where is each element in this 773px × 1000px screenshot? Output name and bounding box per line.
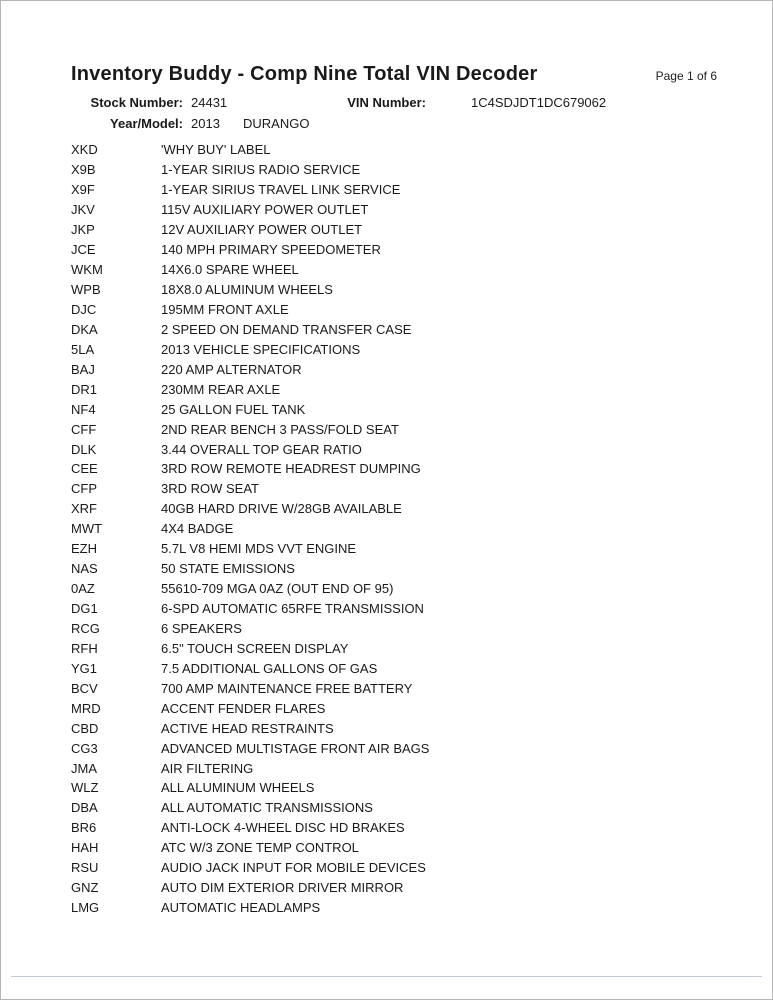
- option-row: [71, 359, 732, 379]
- title-row: [71, 63, 717, 86]
- option-description: 700 AMP MAINTENANCE FREE BATTERY: [161, 680, 413, 696]
- option-code: NF4: [71, 401, 96, 417]
- option-description: ALL ALUMINUM WHEELS: [161, 780, 315, 796]
- option-row: [71, 798, 732, 818]
- option-code: CEE: [71, 461, 98, 477]
- option-row: [71, 140, 732, 160]
- option-row: [71, 180, 732, 200]
- option-code-list: [71, 140, 732, 918]
- vin-number-label: VIN Number:: [347, 95, 426, 110]
- stock-number-label: Stock Number:: [90, 95, 183, 110]
- option-row: [71, 240, 732, 260]
- option-code: XKD: [71, 142, 98, 158]
- page-title: Inventory Buddy - Comp Nine Total VIN Decoder: [71, 63, 538, 85]
- option-row: [71, 339, 732, 359]
- option-code: WKM: [71, 262, 103, 278]
- year-value: 2013: [191, 116, 220, 131]
- option-code: DJC: [71, 301, 97, 317]
- option-code: DBA: [71, 800, 98, 816]
- option-row: [71, 878, 732, 898]
- option-description: AIR FILTERING: [161, 760, 254, 776]
- option-code: DR1: [71, 381, 98, 397]
- stock-number-value: 24431: [191, 95, 228, 110]
- option-row: [71, 898, 732, 918]
- option-description: 50 STATE EMISSIONS: [161, 561, 295, 577]
- option-description: 55610-709 MGA 0AZ (OUT END OF 95): [161, 581, 394, 597]
- option-code: DKA: [71, 321, 98, 337]
- option-row: [71, 200, 732, 220]
- vehicle-meta: [1, 95, 772, 137]
- option-row: [71, 579, 732, 599]
- option-code: BCV: [71, 680, 98, 696]
- option-code: XRF: [71, 501, 97, 517]
- option-code: NAS: [71, 561, 98, 577]
- option-row: [71, 280, 732, 300]
- option-row: [71, 858, 732, 878]
- option-description: 'WHY BUY' LABEL: [161, 142, 271, 158]
- option-row: [71, 300, 732, 320]
- option-row: [71, 519, 732, 539]
- page-number: Page 1 of 6: [655, 69, 717, 83]
- option-row: [71, 818, 732, 838]
- option-row: [71, 379, 732, 399]
- option-row: [71, 459, 732, 479]
- option-description: AUTO DIM EXTERIOR DRIVER MIRROR: [161, 880, 404, 896]
- scan-artifact-line: [11, 976, 762, 977]
- option-row: [71, 260, 732, 280]
- vin-number-value: 1C4SDJDT1DC679062: [471, 95, 607, 110]
- option-row: [71, 559, 732, 579]
- model-value: DURANGO: [243, 116, 310, 131]
- option-row: [71, 599, 732, 619]
- option-description: 40GB HARD DRIVE W/28GB AVAILABLE: [161, 501, 402, 517]
- option-description: ACTIVE HEAD RESTRAINTS: [161, 720, 334, 736]
- option-code: DG1: [71, 601, 98, 617]
- option-code: DLK: [71, 441, 97, 457]
- option-row: [71, 220, 732, 240]
- option-description: ACCENT FENDER FLARES: [161, 700, 326, 716]
- option-description: 25 GALLON FUEL TANK: [161, 401, 306, 417]
- option-code: 0AZ: [71, 581, 95, 597]
- option-code: WLZ: [71, 780, 99, 796]
- option-code: MRD: [71, 700, 101, 716]
- option-code: LMG: [71, 900, 100, 916]
- option-row: [71, 778, 732, 798]
- option-description: 2013 VEHICLE SPECIFICATIONS: [161, 341, 361, 357]
- option-code: HAH: [71, 840, 99, 856]
- option-row: [71, 319, 732, 339]
- option-code: CG3: [71, 740, 98, 756]
- option-code: 5LA: [71, 341, 95, 357]
- option-description: 6-SPD AUTOMATIC 65RFE TRANSMISSION: [161, 601, 424, 617]
- option-code: CFF: [71, 421, 97, 437]
- option-description: ADVANCED MULTISTAGE FRONT AIR BAGS: [161, 740, 430, 756]
- option-code: JKV: [71, 202, 95, 218]
- meta-line-1: [1, 95, 772, 116]
- option-description: 4X4 BADGE: [161, 521, 234, 537]
- option-code: JMA: [71, 760, 97, 776]
- option-row: [71, 439, 732, 459]
- option-row: [71, 738, 732, 758]
- option-code: BR6: [71, 820, 97, 836]
- option-description: 140 MPH PRIMARY SPEEDOMETER: [161, 242, 381, 258]
- option-row: [71, 698, 732, 718]
- option-description: ATC W/3 ZONE TEMP CONTROL: [161, 840, 359, 856]
- option-row: [71, 160, 732, 180]
- option-code: YG1: [71, 660, 98, 676]
- option-code: X9F: [71, 182, 95, 198]
- option-description: 3.44 OVERALL TOP GEAR RATIO: [161, 441, 362, 457]
- option-description: AUTOMATIC HEADLAMPS: [161, 900, 321, 916]
- option-code: X9B: [71, 162, 96, 178]
- option-row: [71, 838, 732, 858]
- option-code: BAJ: [71, 361, 95, 377]
- option-description: 115V AUXILIARY POWER OUTLET: [161, 202, 369, 218]
- option-description: AUDIO JACK INPUT FOR MOBILE DEVICES: [161, 860, 426, 876]
- option-code: RSU: [71, 860, 99, 876]
- option-row: [71, 718, 732, 738]
- option-row: [71, 499, 732, 519]
- option-row: [71, 758, 732, 778]
- option-description: 1-YEAR SIRIUS TRAVEL LINK SERVICE: [161, 182, 401, 198]
- option-code: CBD: [71, 720, 99, 736]
- option-description: 5.7L V8 HEMI MDS VVT ENGINE: [161, 541, 357, 557]
- option-description: 1-YEAR SIRIUS RADIO SERVICE: [161, 162, 361, 178]
- option-description: 6 SPEAKERS: [161, 620, 242, 636]
- option-description: 6.5" TOUCH SCREEN DISPLAY: [161, 640, 349, 656]
- meta-line-2: [1, 116, 772, 137]
- option-description: 2 SPEED ON DEMAND TRANSFER CASE: [161, 321, 412, 337]
- year-model-label: Year/Model:: [110, 116, 183, 131]
- option-description: 18X8.0 ALUMINUM WHEELS: [161, 282, 333, 298]
- option-description: 12V AUXILIARY POWER OUTLET: [161, 222, 363, 238]
- option-row: [71, 399, 732, 419]
- option-row: [71, 638, 732, 658]
- option-row: [71, 479, 732, 499]
- option-description: 195MM FRONT AXLE: [161, 301, 289, 317]
- option-code: WPB: [71, 282, 101, 298]
- option-code: RCG: [71, 620, 100, 636]
- option-row: [71, 678, 732, 698]
- option-description: 2ND REAR BENCH 3 PASS/FOLD SEAT: [161, 421, 399, 437]
- option-code: EZH: [71, 541, 97, 557]
- option-row: [71, 539, 732, 559]
- option-row: [71, 658, 732, 678]
- option-description: 14X6.0 SPARE WHEEL: [161, 262, 299, 278]
- option-description: ANTI-LOCK 4-WHEEL DISC HD BRAKES: [161, 820, 405, 836]
- option-code: JKP: [71, 222, 95, 238]
- option-description: ALL AUTOMATIC TRANSMISSIONS: [161, 800, 373, 816]
- option-description: 7.5 ADDITIONAL GALLONS OF GAS: [161, 660, 378, 676]
- option-description: 3RD ROW REMOTE HEADREST DUMPING: [161, 461, 421, 477]
- option-description: 3RD ROW SEAT: [161, 481, 259, 497]
- option-code: JCE: [71, 242, 96, 258]
- option-code: GNZ: [71, 880, 99, 896]
- option-code: MWT: [71, 521, 103, 537]
- option-code: RFH: [71, 640, 98, 656]
- option-code: CFP: [71, 481, 97, 497]
- option-description: 220 AMP ALTERNATOR: [161, 361, 302, 377]
- option-row: [71, 419, 732, 439]
- option-row: [71, 619, 732, 639]
- option-description: 230MM REAR AXLE: [161, 381, 281, 397]
